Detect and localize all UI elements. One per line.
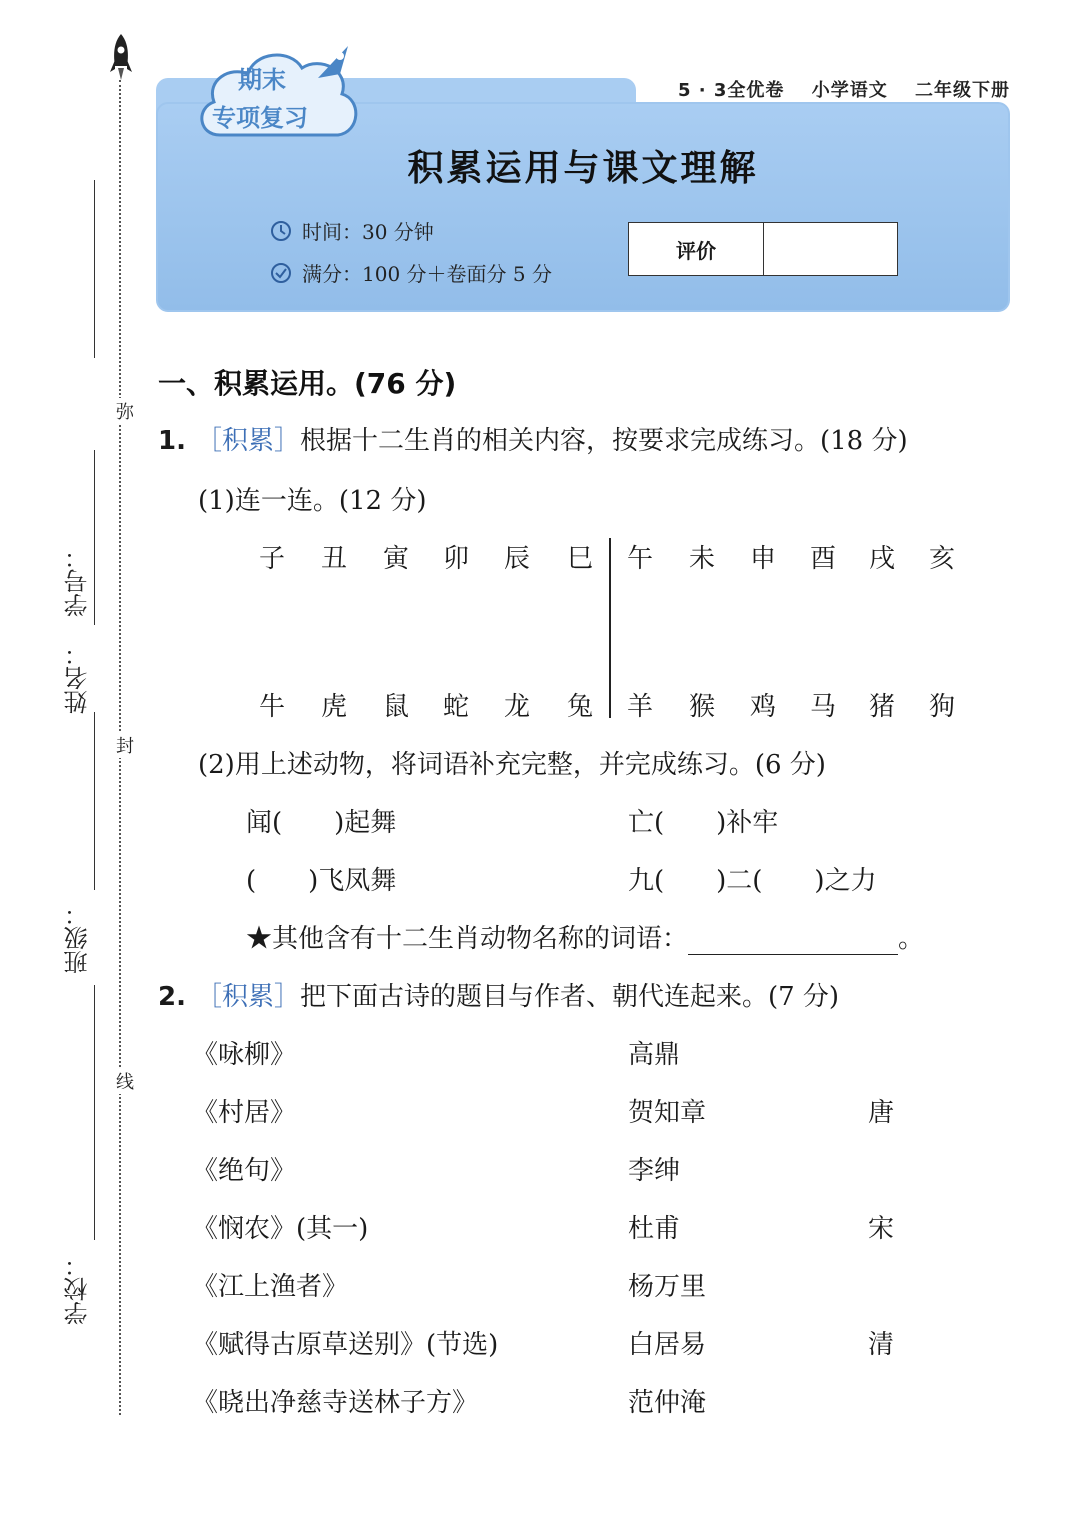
earthly-branch[interactable]: 辰 bbox=[503, 544, 530, 574]
question-tag: ［积累］ bbox=[195, 426, 300, 456]
name-line bbox=[94, 450, 95, 625]
time-info bbox=[270, 216, 434, 245]
idiom-blank[interactable]: ( )飞凤舞 bbox=[246, 866, 397, 896]
binding-margin bbox=[0, 0, 150, 1526]
poem-title[interactable]: 《晓出净慈寺送林子方》 bbox=[192, 1388, 479, 1418]
evaluation-box bbox=[628, 222, 898, 276]
zodiac-animal[interactable]: 蛇 bbox=[442, 692, 469, 722]
earthly-branch[interactable]: 巳 bbox=[566, 544, 593, 574]
class-line bbox=[94, 712, 95, 890]
series-name: 5 · 3全优卷 bbox=[678, 80, 785, 101]
question-1 bbox=[158, 420, 908, 457]
student-id-label: 学号： bbox=[64, 545, 92, 617]
poem-title[interactable]: 《江上渔者》 bbox=[192, 1272, 349, 1302]
class-label: 班级： bbox=[64, 902, 92, 974]
zodiac-animal[interactable]: 鸡 bbox=[749, 692, 776, 722]
answer-blank-line[interactable] bbox=[688, 929, 898, 955]
zodiac-animal[interactable]: 狗 bbox=[928, 692, 955, 722]
zodiac-animal[interactable]: 猪 bbox=[868, 692, 895, 722]
page-title: 积累运用与课文理解 bbox=[407, 148, 759, 189]
earthly-branch[interactable]: 子 bbox=[258, 544, 285, 574]
zodiac-animal[interactable]: 虎 bbox=[320, 692, 347, 722]
poem-dynasty[interactable]: 宋 bbox=[868, 1214, 895, 1244]
question-tag: ［积累］ bbox=[195, 982, 300, 1012]
star-question-text: ★其他含有十二生肖动物名称的词语： bbox=[246, 924, 689, 954]
question-text: 把下面古诗的题目与作者、朝代连起来。(7 分) bbox=[299, 982, 840, 1012]
question-number: 2. bbox=[158, 982, 186, 1012]
question-number: 1. bbox=[158, 426, 186, 456]
section-title: 一、积累运用。(76 分) bbox=[158, 367, 457, 400]
zodiac-animal[interactable]: 牛 bbox=[258, 692, 285, 722]
earthly-branch[interactable]: 卯 bbox=[442, 544, 469, 574]
evaluation-input[interactable] bbox=[764, 223, 897, 275]
poem-title[interactable]: 《咏柳》 bbox=[192, 1040, 297, 1070]
poem-author[interactable]: 高鼎 bbox=[628, 1040, 681, 1070]
badge-line2: 专项复习 bbox=[212, 104, 308, 132]
earthly-branch[interactable]: 午 bbox=[626, 544, 653, 574]
zodiac-animal[interactable]: 马 bbox=[809, 692, 836, 722]
divider-line bbox=[609, 538, 611, 718]
earthly-branch[interactable]: 戌 bbox=[868, 544, 895, 574]
question-2 bbox=[158, 976, 839, 1013]
zodiac-animal[interactable]: 猴 bbox=[688, 692, 715, 722]
book-series-info bbox=[658, 76, 1010, 102]
poem-author[interactable]: 范仲淹 bbox=[628, 1388, 707, 1418]
student-id-line bbox=[94, 180, 95, 358]
seal-char: 线 bbox=[110, 1068, 136, 1094]
earthly-branch[interactable]: 未 bbox=[688, 544, 715, 574]
poem-title[interactable]: 《赋得古原草送别》(节选) bbox=[192, 1330, 499, 1360]
poem-title[interactable]: 《村居》 bbox=[192, 1098, 297, 1128]
earthly-branch[interactable]: 丑 bbox=[320, 544, 347, 574]
earthly-branch[interactable]: 酉 bbox=[809, 544, 836, 574]
earthly-branch[interactable]: 亥 bbox=[928, 544, 955, 574]
idiom-blank[interactable]: 闻( )起舞 bbox=[246, 808, 397, 838]
star-question bbox=[246, 918, 924, 955]
clock-icon bbox=[270, 220, 292, 242]
evaluation-label: 评价 bbox=[629, 223, 764, 275]
poem-dynasty[interactable]: 清 bbox=[868, 1330, 895, 1360]
star-question-end: 。 bbox=[898, 924, 925, 954]
poem-dynasty[interactable]: 唐 bbox=[868, 1098, 895, 1128]
zodiac-animal[interactable]: 羊 bbox=[626, 692, 653, 722]
seal-char: 弥 bbox=[110, 398, 136, 424]
zodiac-animal[interactable]: 兔 bbox=[566, 692, 593, 722]
rocket-icon bbox=[108, 32, 134, 84]
earthly-branch[interactable]: 寅 bbox=[382, 544, 409, 574]
name-label: 姓名： bbox=[64, 642, 92, 714]
badge-line1: 期末 bbox=[238, 66, 286, 94]
poem-title[interactable]: 《悯农》(其一) bbox=[192, 1214, 369, 1244]
zodiac-animal[interactable]: 龙 bbox=[503, 692, 530, 722]
score-info bbox=[270, 258, 552, 287]
poem-author[interactable]: 杜甫 bbox=[628, 1214, 681, 1244]
time-text: 时间：30 分钟 bbox=[302, 220, 434, 244]
school-line bbox=[94, 985, 95, 1240]
poem-author[interactable]: 白居易 bbox=[628, 1330, 707, 1360]
zodiac-animal[interactable]: 鼠 bbox=[382, 692, 409, 722]
seal-char: 封 bbox=[110, 732, 136, 758]
idiom-blank[interactable]: 亡( )补牢 bbox=[628, 808, 779, 838]
subject-name: 小学语文 bbox=[811, 80, 888, 101]
grade-name: 二年级下册 bbox=[915, 80, 1010, 101]
poem-author[interactable]: 李绅 bbox=[628, 1156, 681, 1186]
check-circle-icon bbox=[270, 262, 292, 284]
question-text: 根据十二生肖的相关内容，按要求完成练习。(18 分) bbox=[299, 426, 908, 456]
question-1-part-1: (1)连一连。(12 分) bbox=[198, 486, 427, 516]
earthly-branch[interactable]: 申 bbox=[749, 544, 776, 574]
idiom-blank[interactable]: 九( )二( )之力 bbox=[628, 866, 877, 896]
question-1-part-2: (2)用上述动物，将词语补充完整，并完成练习。(6 分) bbox=[198, 750, 826, 780]
school-label: 学校： bbox=[64, 1253, 92, 1325]
poem-author[interactable]: 杨万里 bbox=[628, 1272, 707, 1302]
poem-title[interactable]: 《绝句》 bbox=[192, 1156, 297, 1186]
score-text: 满分：100 分＋卷面分 5 分 bbox=[302, 262, 552, 286]
poem-author[interactable]: 贺知章 bbox=[628, 1098, 707, 1128]
